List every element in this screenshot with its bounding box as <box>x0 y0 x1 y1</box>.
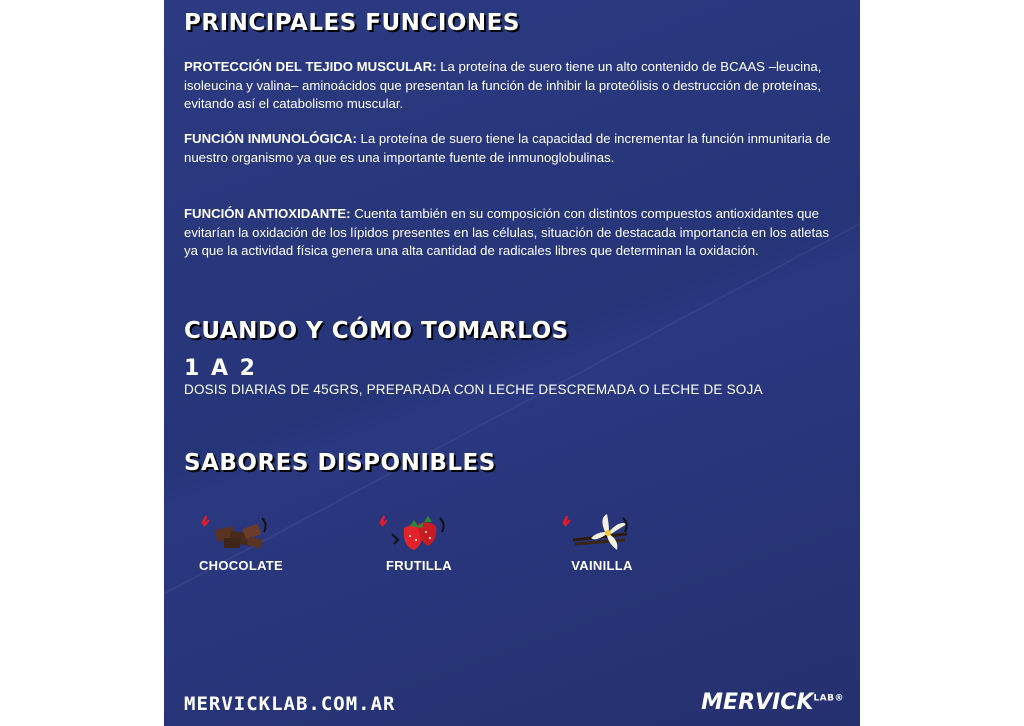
function-label: FUNCIÓN INMUNOLÓGICA: <box>184 131 357 146</box>
dose-amount: 1 A 2 <box>184 356 257 381</box>
function-immune-paragraph <box>184 130 846 167</box>
chocolate-icon <box>196 510 286 554</box>
function-muscle-paragraph <box>184 58 846 114</box>
usage-heading: CUANDO Y CÓMO TOMARLOS <box>184 318 569 344</box>
flavor-label: FRUTILLA <box>386 558 452 573</box>
function-text: La proteína de suero tiene un alto contenido de BCAAS –leucina, isoleucina y valina– aminoácidos que presentan la función de inhibir la proteólisis o destrucción de proteínas, evitando así el catabolismo muscular. <box>184 59 822 111</box>
brand-name: MERVICK <box>701 690 814 715</box>
flavor-label: CHOCOLATE <box>198 558 284 573</box>
function-label: FUNCIÓN ANTIOXIDANTE: <box>184 206 351 221</box>
flavor-strawberry <box>364 510 474 573</box>
brand-logo <box>701 690 844 715</box>
dose-instructions: DOSIS DIARIAS DE 45GRS, PREPARADA CON LECHE DESCREMADA O LECHE DE SOJA <box>184 382 763 397</box>
strawberry-icon <box>374 510 464 554</box>
flavors-heading: SABORES DISPONIBLES <box>184 450 496 476</box>
function-label: PROTECCIÓN DEL TEJIDO MUSCULAR: <box>184 59 437 74</box>
website-url: MERVICKLAB.COM.AR <box>184 693 396 715</box>
brand-suffix: LAB® <box>813 693 844 704</box>
vanilla-flower-icon <box>557 510 647 554</box>
flavor-chocolate <box>186 510 296 573</box>
function-text: Cuenta también en su composición con distintos compuestos antioxidantes que evitarían la oxidación de los lípidos presentes en las células, situación de destacada importancia en los atletas ya que la actividad física genera una alta cantidad de radicales libres que determinan la oxidación. <box>184 206 830 258</box>
flavor-vanilla <box>547 510 657 573</box>
function-text: La proteína de suero tiene la capacidad de incrementar la función inmunitaria de nuestro organismo ya que es una importante fuente de inmunoglobulinas. <box>184 131 831 165</box>
flavor-label: VAINILLA <box>571 558 633 573</box>
info-panel <box>164 0 860 726</box>
functions-heading: PRINCIPALES FUNCIONES <box>184 10 520 36</box>
function-antioxidant-paragraph <box>184 205 846 261</box>
